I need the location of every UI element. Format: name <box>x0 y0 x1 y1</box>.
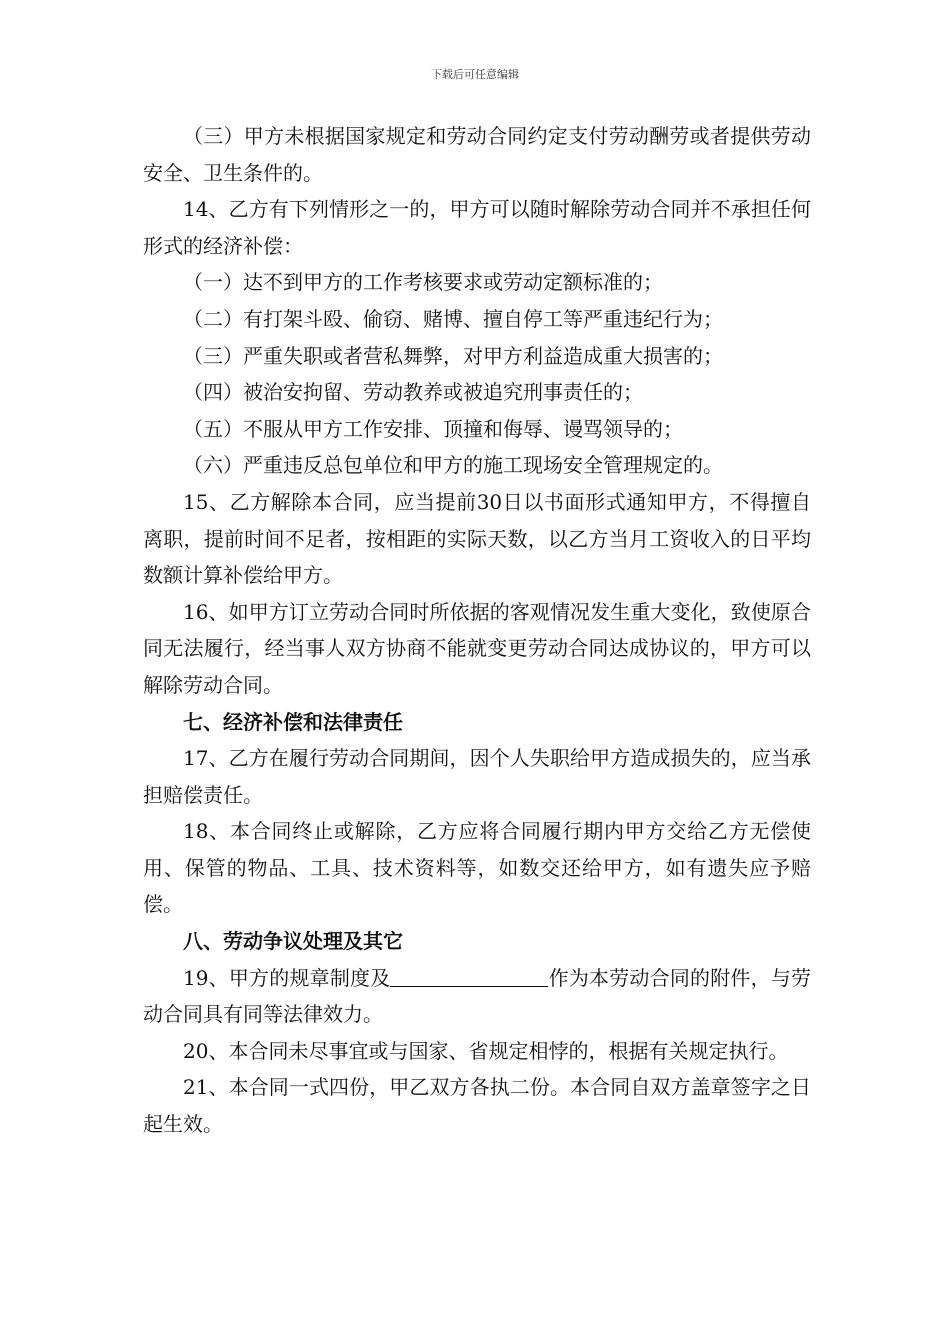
clause-1-3: （三）甲方未根据国家规定和劳动合同约定支付劳动酬劳或者提供劳动安全、卫生条件的。 <box>143 124 811 185</box>
clause-14: 14、乙方有下列情形之一的，甲方可以随时解除劳动合同并不承担任何形式的经济补偿： <box>143 197 811 258</box>
clause-15: 15、乙方解除本合同，应当提前30日以书面形式通知甲方，不得擅自离职，提前时间不足者，按相距的实际天数，以乙方当月工资收入的日平均数额计算补偿给甲方。 <box>143 489 811 588</box>
clause-16: 16、如甲方订立劳动合同时所依据的客观情况发生重大变化，致使原合同无法履行，经当事人双方协商不能就变更劳动合同达成协议的，甲方可以解除劳动合同。 <box>143 599 811 697</box>
section-heading-8: 八、劳动争议处理及其它 <box>183 929 403 954</box>
clause-17: 17、乙方在履行劳动合同期间，因个人失职给甲方造成损失的，应当承担赔偿责任。 <box>143 746 811 807</box>
page-header-note: 下载后可任意编辑 <box>431 68 519 81</box>
clause-14-1: （一）达不到甲方的工作考核要求或劳动定额标准的； <box>183 270 663 295</box>
document-body <box>143 118 811 1143</box>
clause-14-2: （二）有打架斗殴、偷窃、赌博、擅自停工等严重违纪行为； <box>183 306 723 331</box>
clause-14-6: （六）严重违反总包单位和甲方的施工现场安全管理规定的。 <box>183 453 723 478</box>
clause-21: 21、本合同一式四份，甲乙双方各执二份。本合同自双方盖章签字之日起生效。 <box>143 1075 811 1137</box>
clause-20: 20、本合同未尽事宜或与国家、省规定相悖的，根据有关规定执行。 <box>183 1038 789 1063</box>
fill-in-blank <box>390 965 548 987</box>
clause-19-lead: 19、甲方的规章制度及 <box>183 965 391 990</box>
clause-14-5: （五）不服从甲方工作安排、顶撞和侮辱、谩骂领导的； <box>183 416 683 441</box>
clause-14-4: （四）被治安拘留、劳动教养或被追究刑事责任的； <box>183 380 643 405</box>
clause-18: 18、本合同终止或解除，乙方应将合同履行期内甲方交给乙方无偿使用、保管的物品、工具、技术资料等，如数交还给甲方，如有遗失应予赔偿。 <box>143 819 811 917</box>
clause-14-3: （三）严重失职或者营私舞弊，对甲方利益造成重大损害的； <box>183 343 723 368</box>
clause-19-rest: 作为本劳动合同的附件，与劳动合同具有同等法律效力。 <box>143 965 812 1027</box>
section-heading-7: 七、经济补偿和法律责任 <box>183 709 403 734</box>
clause-19 <box>143 960 811 1033</box>
